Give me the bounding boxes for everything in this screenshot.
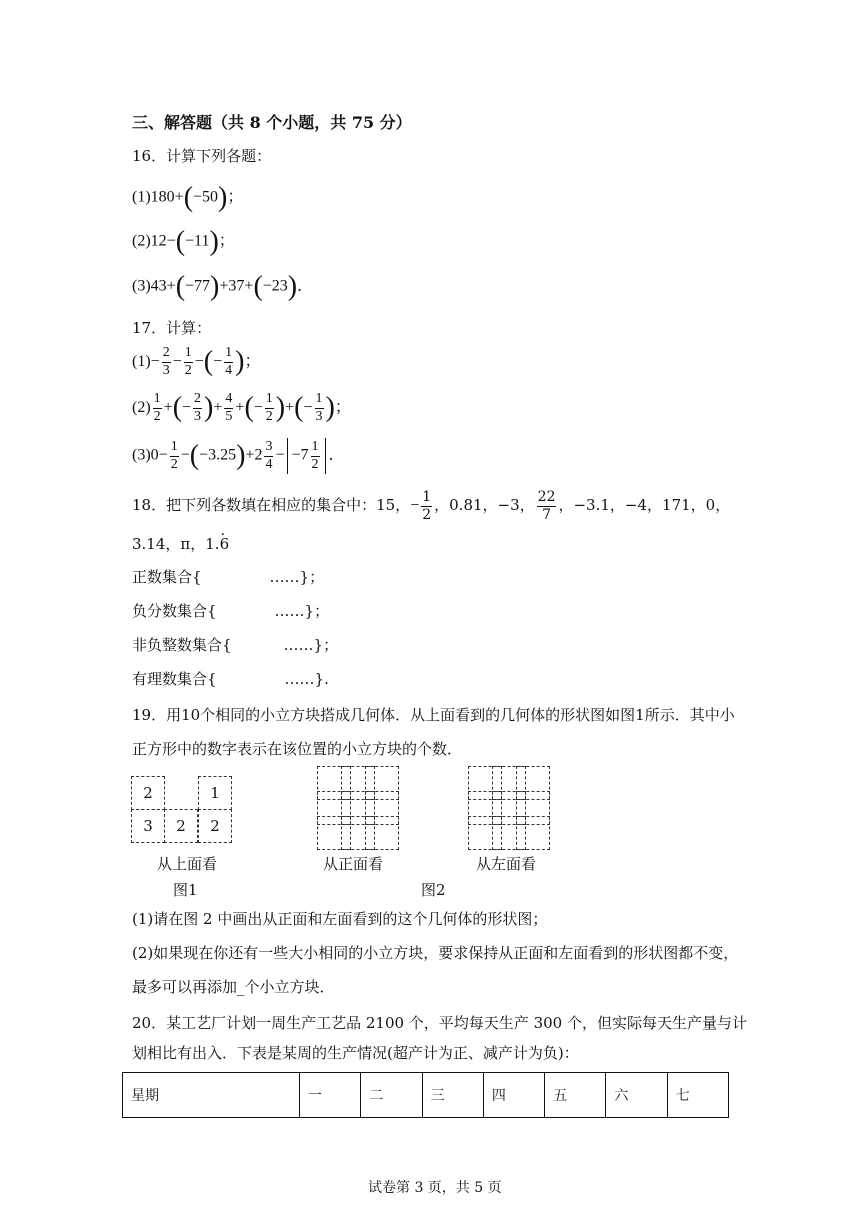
table-cell: 一: [300, 1073, 361, 1118]
q17-title: 17．计算：: [132, 319, 212, 337]
table-cell: 五: [545, 1073, 606, 1118]
q16-part3: (3)43+(−77)+37+(−23)．: [132, 271, 314, 302]
table-cell: 四: [483, 1073, 544, 1118]
top-cell: 2: [131, 776, 165, 810]
q19-line1: 19．用10个相同的小立方块搭成几何体．从上面看到的几何体的形状图如图1所示．其中小: [132, 706, 735, 724]
q18-line2: 3.14，π，1.· 6: [132, 537, 229, 552]
set-negative-fraction: 负分数集合{ ……}；: [132, 602, 330, 620]
label-front-view: 从正面看: [323, 855, 384, 873]
q19-line2: 正方形中的数字表示在该位置的小立方块的个数．: [132, 740, 463, 758]
set-nonneg-integer: 非负整数集合{ ……}；: [132, 636, 339, 654]
table-row: [123, 1073, 729, 1118]
set-rational: 有理数集合{ ……}.: [132, 670, 329, 688]
q20-line2: 划相比有出入．下表是某周的生产情况(超产计为正、减产计为负)：: [132, 1044, 579, 1062]
production-table: [122, 1072, 729, 1118]
figure1-label: 图1: [173, 881, 198, 899]
top-cell: 3: [131, 809, 165, 843]
q16-title: 16．计算下列各题：: [132, 147, 272, 165]
q19-part1: (1)请在图 2 中画出从正面和左面看到的这个几何体的形状图；: [132, 910, 548, 928]
q19-part2-line1: (2)如果现在你还有一些大小相同的小立方块，要求保持从正面和左面看到的形状图都不变，: [132, 944, 739, 962]
q16-part2: (2)12−(−11)；: [132, 226, 235, 257]
table-cell: 三: [422, 1073, 483, 1118]
section-title: 三、解答题（共 8 个小题，共 75 分）: [132, 113, 412, 132]
q17-part2: (2) $\frac{1}{2}$ +(− $\frac{2}{3}$ )+ $\frac{4}{5}$ +(− $\frac{1}{2}$ )+(− $\frac{1}{3}$ )；: [132, 391, 351, 424]
page-footer: 试卷第 3 页，共 5 页: [368, 1180, 502, 1196]
q19-part2-line2: 最多可以再添加_个小立方块．: [132, 978, 335, 996]
top-cell: 2: [198, 809, 232, 843]
q20-line1: 20．某工艺厂计划一周生产工艺品 2100 个，平均每天生产 300 个，但实际每天生产量与计: [132, 1014, 747, 1032]
q16-part1: (1)180+(−50)；: [132, 182, 244, 213]
top-cell: 2: [164, 809, 198, 843]
q18-line1: 18．把下列各数填在相应的集合中：15，− $\frac{1}{2}$ ，0.81，−3， $\frac{22}{7}$ ，−3.1，−4，171，0，: [132, 489, 731, 523]
set-positive: 正数集合{ ……}；: [132, 568, 325, 586]
table-cell: 二: [361, 1073, 422, 1118]
figure2-label: 图2: [421, 881, 446, 899]
table-cell: 星期: [123, 1073, 300, 1118]
table-cell: 七: [667, 1073, 728, 1118]
table-cell: 六: [606, 1073, 667, 1118]
top-cell: 1: [198, 776, 232, 810]
q17-part1: (1)− $\frac{2}{3}$ − $\frac{1}{2}$ −(− $\frac{1}{4}$ )；: [132, 345, 261, 378]
label-left-view: 从左面看: [476, 855, 537, 873]
q17-part3: (3)0− $\frac{1}{2}$ −(−3.25)+2 $\frac{3}{4}$ − −7 $\frac{1}{2}$ ．: [132, 438, 345, 474]
label-top-view: 从上面看: [157, 855, 218, 873]
